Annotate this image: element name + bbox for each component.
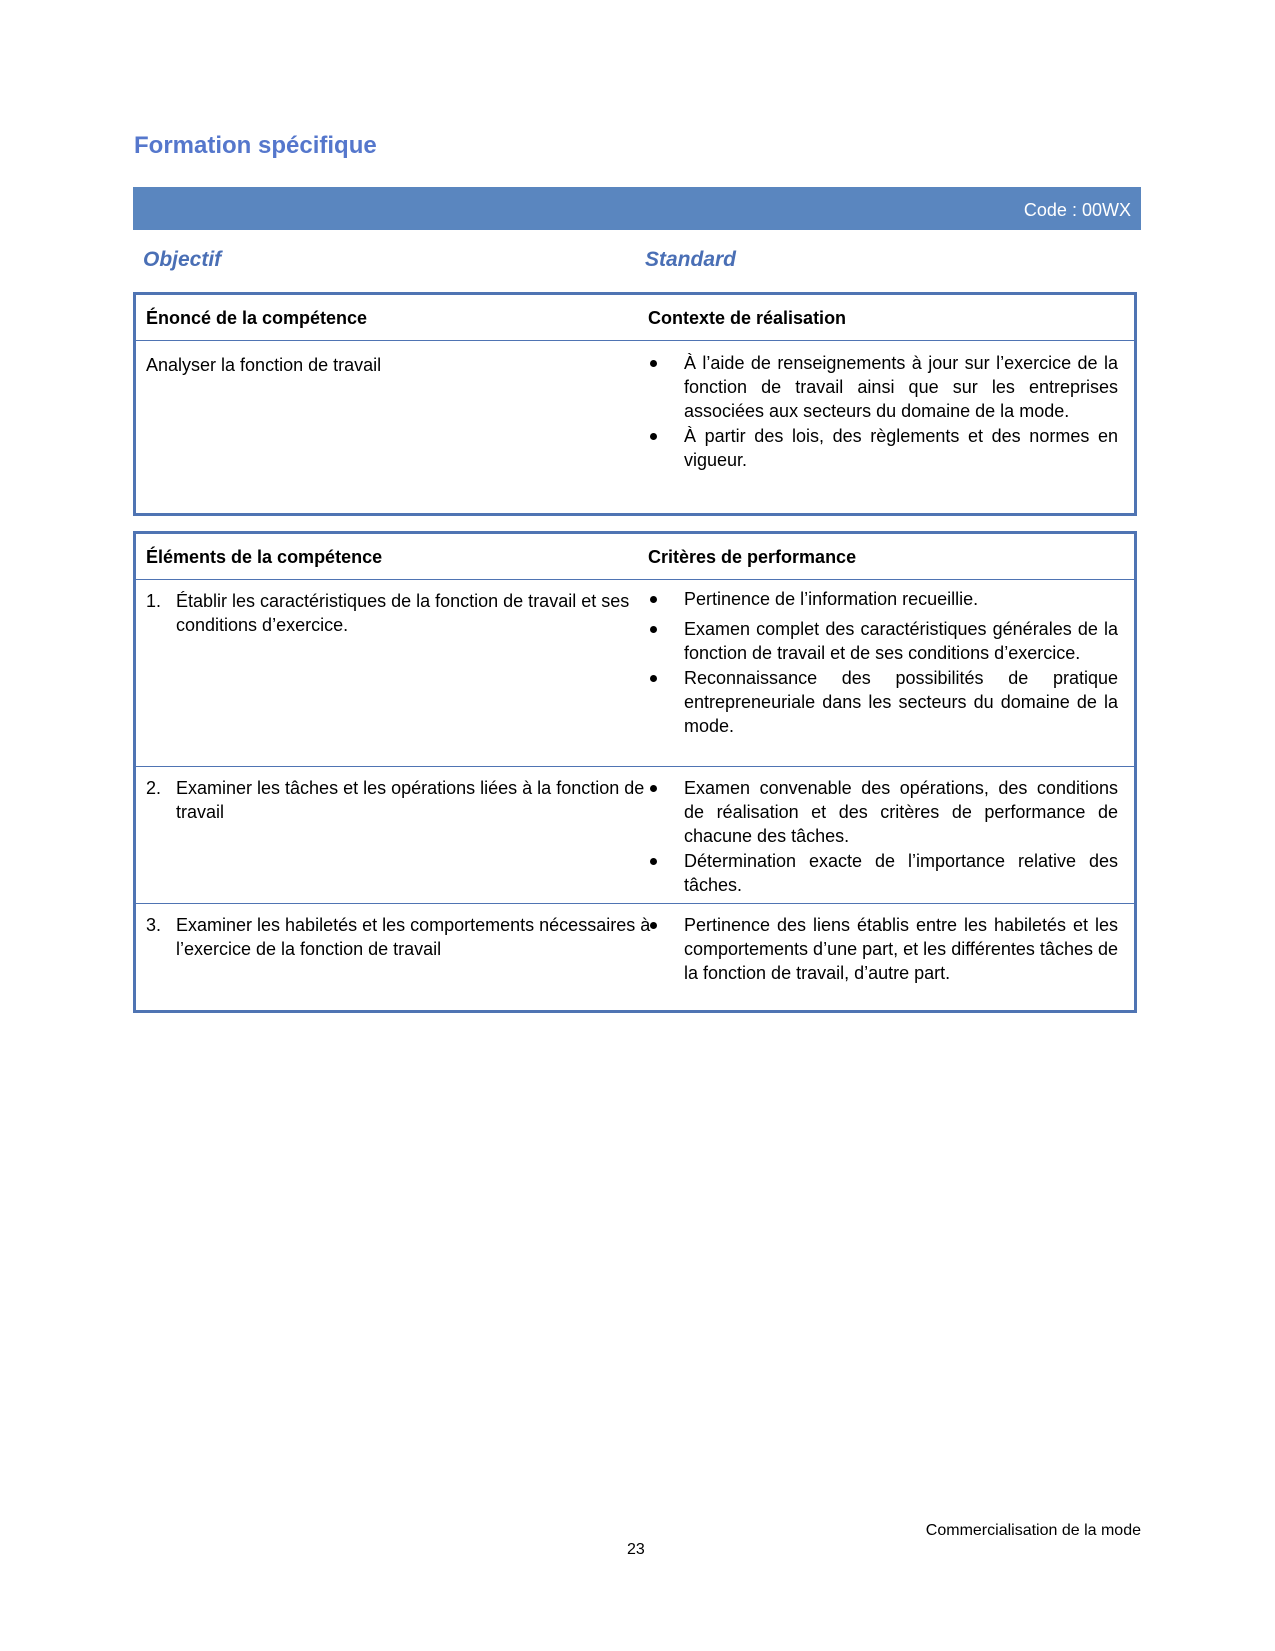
element-text: Examiner les habiletés et les comportements nécessaires à l’exercice de la fonction de travail [176, 915, 651, 959]
list-item: À l’aide de renseignements à jour sur l’exercice de la fonction de travail ainsi que sur les entreprises associées aux secteurs du domaine de la mode. [648, 351, 1118, 423]
list-item: Reconnaissance des possibilités de pratique entrepreneuriale dans les secteurs du domaine de la mode. [648, 666, 1118, 738]
elements-table [133, 531, 1137, 1013]
element-number: 1. [146, 591, 162, 611]
element-item [146, 913, 651, 961]
table-row [136, 766, 1134, 903]
list-item: Examen convenable des opérations, des conditions de réalisation et des critères de performance de chacune des tâches. [648, 776, 1118, 848]
competence-table [133, 292, 1137, 516]
list-item: Pertinence des liens établis entre les habiletés et les comportements d’une part, et les différentes tâches de la fonction de travail, d’autre part. [648, 913, 1118, 985]
elements-header: Éléments de la compétence [146, 547, 383, 567]
section-title: Formation spécifique [134, 132, 377, 159]
element-text: Établir les caractéristiques de la fonction de travail et ses conditions d’exercice. [176, 591, 630, 635]
criteria-cell [648, 913, 1118, 986]
list-item: Pertinence de l’information recueillie. [648, 587, 1118, 611]
criteria-header: Critères de performance [648, 547, 857, 567]
competence-statement-header: Énoncé de la compétence [146, 308, 368, 328]
page-number: 23 [627, 1541, 645, 1558]
element-item [146, 776, 651, 824]
list-item: Détermination exacte de l’importance relative des tâches. [648, 849, 1118, 897]
table-row [136, 579, 1134, 766]
standard-heading: Standard [645, 248, 737, 271]
criteria-cell [648, 587, 1118, 739]
list-item: À partir des lois, des règlements et des normes en vigueur. [648, 424, 1118, 472]
code-value: 00WX [1081, 200, 1131, 220]
criteria-list [648, 587, 1118, 738]
code-bar [133, 187, 1141, 230]
table-row [136, 340, 1134, 513]
criteria-cell [648, 776, 1118, 898]
context-list [648, 351, 1118, 472]
table-header-row [136, 295, 1134, 340]
context-header: Contexte de réalisation [648, 308, 847, 328]
element-text: Examiner les tâches et les opérations liées à la fonction de travail [176, 778, 645, 822]
element-number: 3. [146, 915, 162, 935]
table-header-row [136, 534, 1134, 579]
competence-statement: Analyser la fonction de travail [146, 355, 382, 375]
table-row [136, 903, 1134, 1012]
element-number: 2. [146, 778, 162, 798]
code-label: Code : [1023, 200, 1077, 220]
footer-program: Commercialisation de la mode [925, 1522, 1141, 1539]
objective-heading: Objectif [143, 248, 222, 271]
list-item: Examen complet des caractéristiques générales de la fonction de travail et de ses conditions d’exercice. [648, 617, 1118, 665]
context-cell [648, 351, 1118, 473]
criteria-list [648, 913, 1118, 985]
element-item [146, 589, 651, 637]
criteria-list [648, 776, 1118, 897]
code-text [1024, 200, 1131, 221]
